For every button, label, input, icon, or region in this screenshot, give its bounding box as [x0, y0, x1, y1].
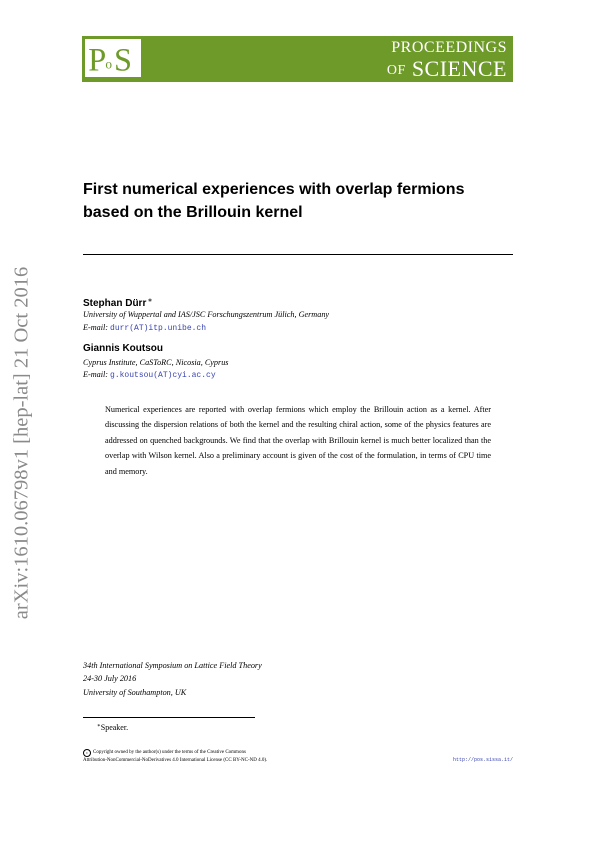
copyright-icon: c [83, 749, 91, 757]
author-name [83, 295, 152, 310]
science-word: SCIENCE [411, 56, 507, 81]
license-text-1: Copyright owned by the author(s) under the terms of the Creative Commons [93, 750, 246, 755]
license-line-1 [83, 749, 267, 757]
pos-logo-graphic [85, 39, 141, 77]
license-text-2: Attribution-NonCommercial-NoDerivatives 4.0 International License (CC BY-NC-ND 4.0). [83, 758, 268, 763]
speaker-marker: ∗ [147, 298, 153, 304]
footnote-text: Speaker. [100, 723, 129, 732]
footnote [97, 721, 128, 733]
arxiv-stamp-text: arXiv:1610.06798v1 [hep-lat] 21 Oct 2016 [10, 266, 33, 620]
email-label: E-mail: [83, 370, 109, 379]
conference-dates: 24-30 July 2016 [83, 674, 137, 684]
author-affiliation: Cyprus Institute, CaSToRC, Nicosia, Cyprus [83, 358, 229, 367]
conference-info [83, 659, 262, 699]
author-name-text: Giannis Koutsou [83, 343, 163, 354]
logo-letter-p: P [88, 41, 107, 77]
of-word: OF [386, 63, 406, 78]
pos-url-link[interactable]: http://pos.sissa.it/ [452, 757, 513, 763]
author-email [83, 369, 216, 381]
pos-header-banner [82, 36, 513, 82]
title-line-1: First numerical experiences with overlap fermions [83, 181, 465, 198]
author-affiliation: University of Wuppertal and IAS/JSC Forschungszentrum Jülich, Germany [83, 310, 330, 319]
email-label: E-mail: [83, 323, 109, 332]
proceedings-of-science-wordmark [387, 38, 507, 80]
abstract: Numerical experiences are reported with overlap fermions which employ the Brillouin action as a kernel. After discussing the dispersion relations of both the kernel and the resulting chiral action, some of the physics features are addressed on quenched backgrounds. We find that the overlap with Brillouin kernel is much better localized than the overlap with Wilson kernel. Also a preliminary account is given of the cost of the formulation, in terms of CPU time and memory. [105, 405, 491, 476]
title-line-2: based on the Brillouin kernel [83, 204, 303, 221]
email-link[interactable]: g.koutsou(AT)cyi.ac.cy [110, 371, 216, 380]
logo-letter-o: o [105, 56, 113, 72]
conference-venue: University of Southampton, UK [83, 687, 187, 697]
paper-title [83, 178, 513, 224]
conference-name: 34th International Symposium on Lattice Field Theory [83, 661, 262, 670]
footnote-divider [83, 717, 255, 718]
arxiv-stamp [4, 264, 40, 622]
footnote-marker: ∗ [97, 723, 101, 729]
pos-logo-icon [84, 38, 142, 78]
title-divider [83, 254, 513, 255]
author-name-text: Stephan Dürr [83, 298, 147, 309]
email-link[interactable]: durr(AT)itp.unibe.ch [110, 324, 207, 333]
author-email [83, 322, 206, 334]
author-name [83, 343, 163, 355]
license-notice [83, 749, 267, 765]
of-science-line [387, 58, 507, 80]
logo-letter-s: S [113, 41, 132, 77]
proceedings-word: PROCEEDINGS [391, 39, 507, 56]
